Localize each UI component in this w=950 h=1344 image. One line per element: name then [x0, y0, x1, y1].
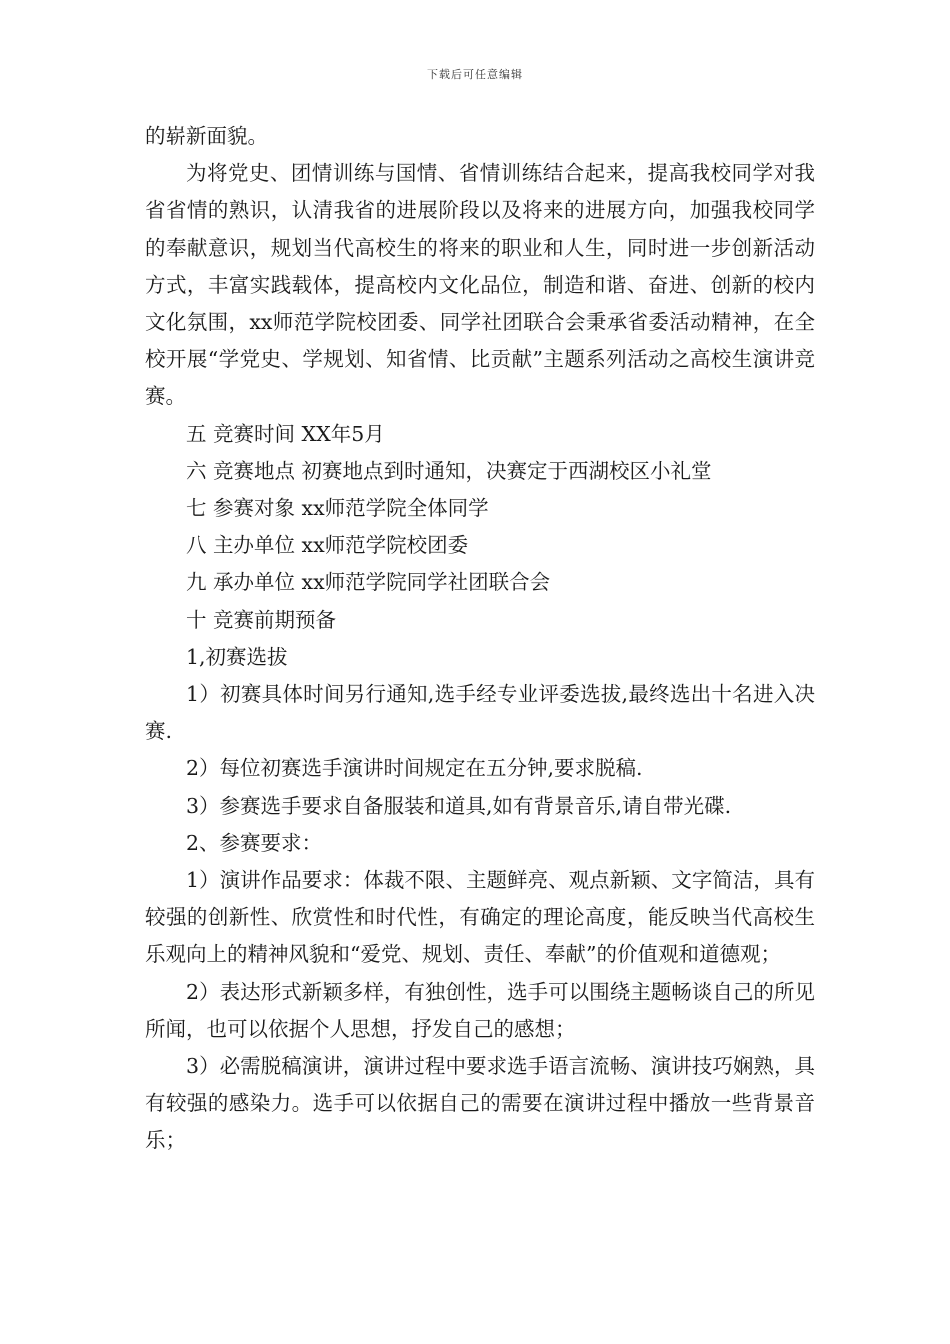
paragraph-co-organizer: 九 承办单位 xx师范学院同学社团联合会 — [186, 570, 551, 595]
paragraph-intro: 为将党史、团情训练与国情、省情训练结合起来，提高我校同学对我省省情的熟识，认清我省的进展阶段以及将来的进展方向，加强我校同学的奉献意识，规划当代高校生的将来的职业和人生，同时进一步创新活动方式，丰富实践载体，提高校内文化品位，制造和谐、奋进、创新的校内文化氛围，xx师范学院校团委、同学社团联合会秉承省委活动精神，在全校开展“学党史、学规划、知省情、比贡献”主题系列活动之高校生演讲竞赛。 — [145, 161, 815, 409]
document-body — [145, 118, 815, 1160]
list-item: 3）参赛选手要求自备服装和道具,如有背景音乐,请自带光碟. — [186, 793, 732, 818]
list-item: 1）演讲作品要求：体裁不限、主题鲜亮、观点新颖、文字简洁，具有较强的创新性、欣赏性和时代性，有确定的理论高度，能反映当代高校生乐观向上的精神风貌和“爱党、规划、责任、奉献”的价值观和道德观； — [145, 868, 815, 967]
list-item: 2）表达形式新颖多样，有独创性，选手可以围绕主题畅谈自己的所见所闻，也可以依据个人思想，抒发自己的感想； — [145, 979, 815, 1041]
paragraph-continuation: 的崭新面貌。 — [145, 124, 268, 148]
paragraph-preparation-heading: 十 竞赛前期预备 — [186, 607, 337, 632]
page-header: 下载后可任意编辑 — [427, 68, 523, 81]
paragraph-location: 六 竞赛地点 初赛地点到时通知，决赛定于西湖校区小礼堂 — [186, 458, 712, 483]
paragraph-preliminary-heading: 1,初赛选拔 — [186, 644, 288, 669]
list-item: 3）必需脱稿演讲，演讲过程中要求选手语言流畅、演讲技巧娴熟，具有较强的感染力。选手可以依据自己的需要在演讲过程中播放一些背景音乐； — [145, 1054, 815, 1153]
paragraph-requirements-heading: 2、参赛要求： — [186, 830, 323, 855]
list-item: 2）每位初赛选手演讲时间规定在五分钟,要求脱稿. — [186, 756, 643, 781]
paragraph-participants: 七 参赛对象 xx师范学院全体同学 — [186, 496, 489, 521]
paragraph-time: 五 竞赛时间 XX年5月 — [186, 421, 385, 446]
list-item: 1）初赛具体时间另行通知,选手经专业评委选拔,最终选出十名进入决赛. — [145, 682, 815, 744]
paragraph-organizer: 八 主办单位 xx师范学院校团委 — [186, 533, 469, 558]
